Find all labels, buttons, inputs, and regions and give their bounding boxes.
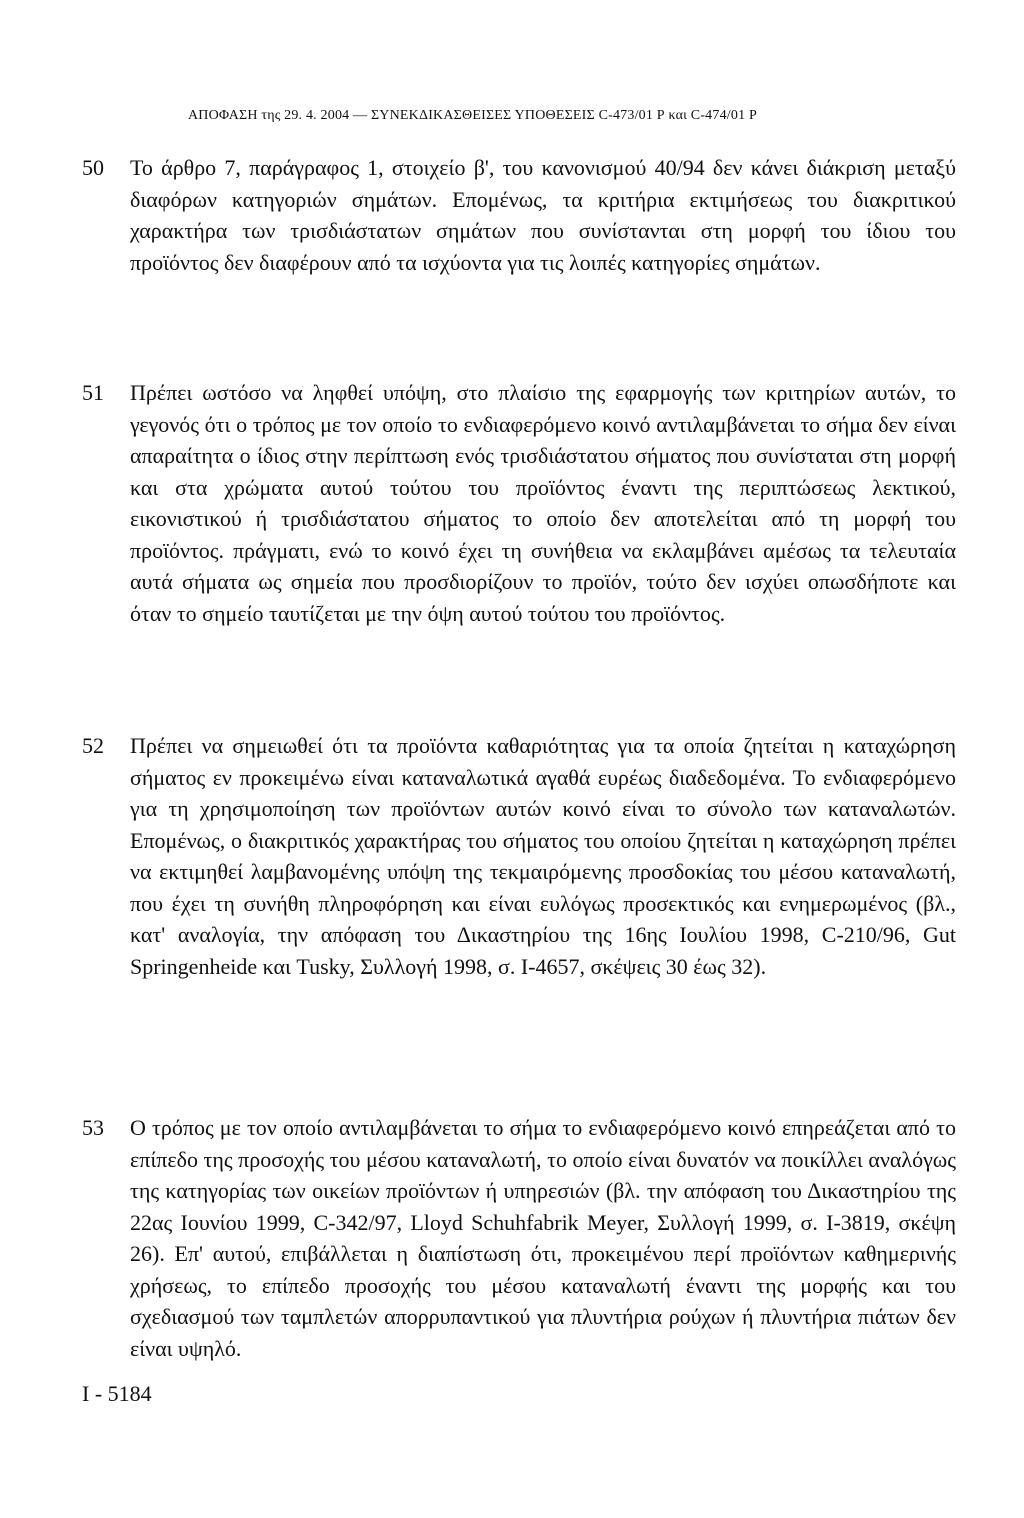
paragraph-number: 50 [82,155,104,180]
paragraph-number: 53 [82,1115,104,1140]
paragraph-number: 52 [82,733,104,758]
paragraph-50 [82,152,962,278]
paragraph-text: Πρέπει ωστόσο να ληφθεί υπόψη, στο πλαίσιο της εφαρμογής των κριτηρίων αυτών, το γεγονός ότι ο τρόπος με τον οποίο το ενδιαφερόμενο κοινό αντιλαμβάνεται το σήμα δεν είναι απαραίτητα ο ίδιος στην περίπτωση ενός τρισδιάστατου σήματος που συνίσταται στη μορφή και στα χρώματα αυτού τούτου του προϊόντος έναντι της περιπτώσεως λεκτικού, εικονιστικού ή τρισδιάστατου σήματος το οποίο δεν αποτελείται από τη μορφή του προϊόντος. πράγματι, ενώ το κοινό έχει τη συνήθεια να εκλαμβάνει αμέσως τα τελευταία αυτά σήματα ως σημεία που προσδιορίζουν το προϊόν, τούτο δεν ισχύει οπωσδήποτε και όταν το σημείο ταυτίζεται με την όψη αυτού τούτου του προϊόντος. [130,380,956,626]
paragraph-text: Το άρθρο 7, παράγραφος 1, στοιχείο β', του κανονισμού 40/94 δεν κάνει διάκριση μεταξύ διαφόρων κατηγοριών σημάτων. Επομένως, τα κριτήρια εκτιμήσεως του διακριτικού χαρακτήρα των τρισδιάστατων σημάτων που συνίστανται στη μορφή του ίδιου του προϊόντος δεν διαφέρουν από τα ισχύοντα για τις λοιπές κατηγορίες σημάτων. [130,155,956,275]
paragraph-number: 51 [82,380,104,405]
page-number: I - 5184 [82,1381,152,1406]
paragraph-text: Πρέπει να σημειωθεί ότι τα προϊόντα καθαριότητας για τα οποία ζητείται η καταχώρηση σήματος εν προκειμένω είναι καταναλωτικά αγαθά ευρέως διαδεδομένα. Το ενδιαφερόμενο για τη χρησιμοποίηση των προϊόντων αυτών κοινό είναι το σύνολο των καταναλωτών. Επομένως, ο διακριτικός χαρακτήρας του σήματος του οποίου ζητείται η καταχώρηση πρέπει να εκτιμηθεί λαμβανομένης υπόψη της τεκμαιρόμενης προσδοκίας του μέσου καταναλωτή, που έχει τη συνήθη πληροφόρηση και είναι ευλόγως προσεκτικός και ενημερωμένος (βλ., κατ' αναλογία, την απόφαση του Δικαστηρίου της 16ης Ιουλίου 1998, C-210/96, Gut Springenheide και Tusky, Συλλογή 1998, σ. I-4657, σκέψεις 30 έως 32). [130,733,956,979]
running-header: ΑΠΟΦΑΣΗ της 29. 4. 2004 — ΣΥΝΕΚΔΙΚΑΣΘΕΙΣΕΣ ΥΠΟΘΕΣΕΙΣ C-473/01 Ρ και C-474/01 Ρ [188,108,757,123]
paragraph-53 [82,1112,962,1364]
paragraph-52 [82,730,962,982]
paragraph-51 [82,377,962,629]
paragraph-text: Ο τρόπος με τον οποίο αντιλαμβάνεται το σήμα το ενδιαφερόμενο κοινό επηρεάζεται από το επίπεδο της προσοχής του μέσου καταναλωτή, το οποίο είναι δυνατόν να ποικίλλει αναλόγως της κατηγορίας των οικείων προϊόντων ή υπηρεσιών (βλ. την απόφαση του Δικαστηρίου της 22ας Ιουνίου 1999, C-342/97, Lloyd Schuhfabrik Meyer, Συλλογή 1999, σ. I-3819, σκέψη 26). Επ' αυτού, επιβάλλεται η διαπίστωση ότι, προκειμένου περί προϊόντων καθημερινής χρήσεως, το επίπεδο προσοχής του μέσου καταναλωτή έναντι της μορφής και του σχεδιασμού των ταμπλετών απορρυπαντικού για πλυντήρια ρούχων ή πλυντήρια πιάτων δεν είναι υψηλό. [130,1115,956,1361]
